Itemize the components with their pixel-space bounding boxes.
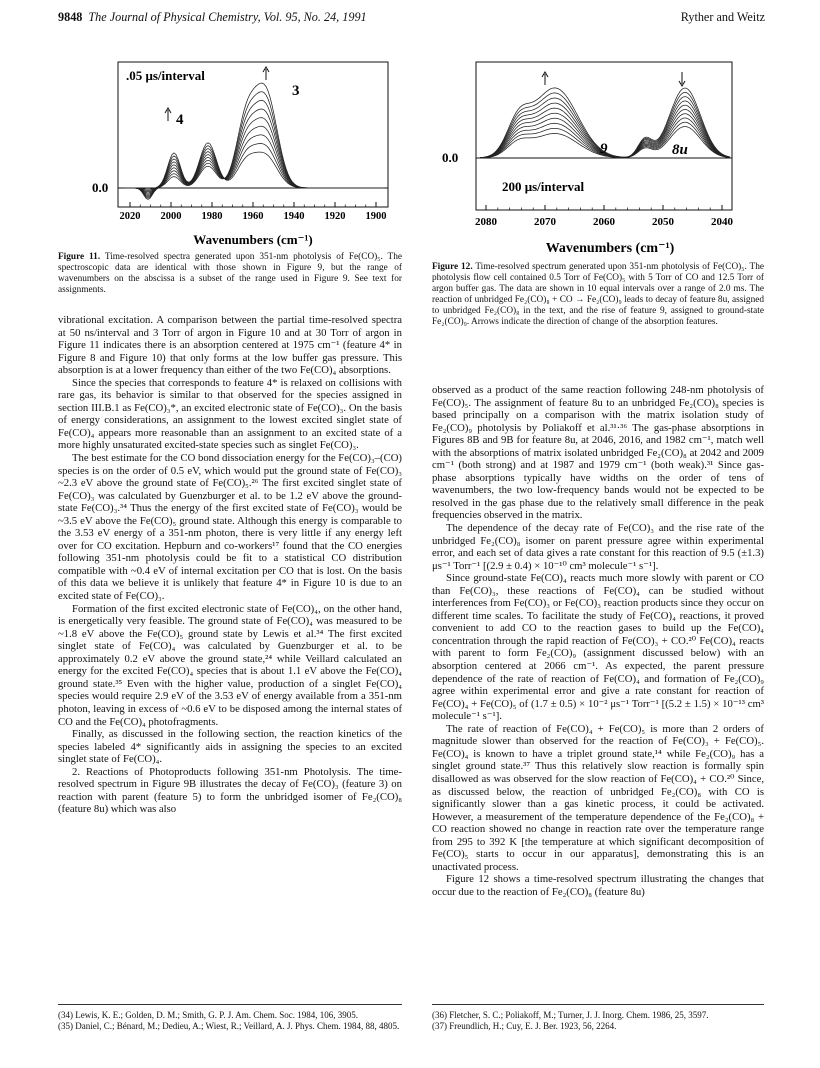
figure-11-x-tick-label: 1900 [365,211,387,222]
figure-12-xlabel: Wavenumbers (cm⁻¹) [545,241,675,256]
references-right [432,1004,764,1032]
figure-11-xlabel: Wavenumbers (cm⁻¹) [193,232,313,247]
figure-11-caption-text: Time-resolved spectra generated upon 351-nm photolysis of Fe(CO)₅. The spectroscopic data are identical with those shown in Figure 9, but the range of wavenumbers on the abscissa is a subset of the range used in Figure 9. See text for assignments. [58,252,402,295]
paragraph: The rate of reaction of Fe(CO)₄ + Fe(CO)₅ is more than 2 orders of magnitude slower than observed for the reaction of Fe(CO)₃ + Fe(CO)₅. Fe(CO)₄ is known to have a triplet ground state,¹⁴ while Fe₂(CO)₉ has a singlet ground state.³⁷ Thus this relatively slow reaction is formally spin disallowed as was observed for the slow reaction of Fe(CO)₄ + CO.²⁰ Since, as discussed below, the reaction of unbridged Fe₂(CO)₈ with CO is significantly slower than a gas kinetic process, it could be activated. However, a measurement of the temperature dependence of the Fe₂(CO)₈ + CO reaction showed no change in reaction rate over the temperature range from 295 to 392 K [the temperature at which significant decomposition of Fe(CO)₅ starts to occur in our apparatus], demonstrating this is an unactivated process. [432,722,764,873]
reference-item: (34) Lewis, K. E.; Golden, D. M.; Smith, G. P. J. Am. Chem. Soc. 1984, 106, 3905. [58,1010,359,1020]
figure-11-caption [58,252,402,296]
figure-12-x-tick-label: 2070 [534,216,556,228]
figure-12-interval-label: 200 μs/interval [502,179,585,194]
paragraph: The dependence of the decay rate of Fe(CO)₃ and the rise rate of the unbridged Fe₂(CO)₈ isomer on parent pressure agree within experimental error, and each set of data gives a rate constant for this reaction of 9.5 (±1.3) μs⁻¹ Torr⁻¹ [(2.9 ± 0.4) × 10⁻¹⁰ cm³ molecule⁻¹ s⁻¹]. [432,522,764,572]
figure-11 [88,58,400,250]
figure-11-caption-title: Figure 11. [58,252,101,262]
figure-11-x-tick-label: 1960 [242,211,264,222]
figure-12-feature-9-label: 9 [600,141,608,157]
figure-12-arrow-down-8u [679,72,685,86]
figure-12-caption-text: Time-resolved spectrum generated upon 351-nm photolysis of Fe(CO)₅. The photolysis flow cell contained 0.5 Torr of Fe(CO)₅ with 5 Torr of CO and 12.5 Torr of argon buffer gas. The data are shown in 10 equal intervals over a range of 2.0 ms. The reaction of unbridged Fe₂(CO)₈ + CO → Fe₂(CO)₉ leads to decay of feature 8u, assigned to unbridged Fe₂(CO)₈ in the text, and the rise of feature 9, assigned to ground-state Fe₂(CO)₉. Arrows indicate the direction of change of the absorption features. [432,262,764,327]
paragraph: Formation of the first excited electronic state of Fe(CO)₄, on the other hand, is energetically very feasible. The ground state of Fe(CO)₄ was measured to be ~1.8 eV above the Fe(CO)₅ ground state by Lewis et al.³⁴ The first excited singlet state of Fe(CO)₄ was calculated by Guenzburger et al. to be approximately 0.2 eV above the ground state,²⁴ while Veillard calculated an energy for the excited Fe(CO)₄ species that is about 1.1 eV above the Fe(CO)₄ ground state.³⁵ Even with the higher value, production of a singlet Fe(CO)₄ species would require 2.9 eV of the 3.53 eV of energy available from a 351-nm photon, leaving in excess of ~0.6 eV to be disposed among the internal states of CO and the Fe(CO)₄ photofragments. [58,602,402,728]
figure-11-arrow-up-3 [263,67,269,80]
reference-item: (35) Daniel, C.; Bénard, M.; Dedieu, A.; Wiest, R.; Veillard, A. J. Phys. Chem. 1984, 88, 4805. [58,1020,400,1031]
footnote-rule [432,1004,764,1005]
left-column-text [58,314,402,816]
figure-12-arrow-up-9 [542,72,548,85]
figure-12 [440,58,770,258]
figure-12-feature-8u-label: 8u [672,142,688,158]
figure-11-feature-3-label: 3 [292,83,300,99]
figure-12-x-tick-label: 2040 [711,216,733,228]
figure-12-x-tick-label: 2080 [475,216,497,228]
figure-11-x-tick-label: 1980 [201,211,223,222]
figure-11-x-tick-label: 1920 [324,211,346,222]
figure-12-x-tick-label: 2050 [652,216,674,228]
figure-11-x-axis [120,202,387,222]
page-number: 9848 [58,10,83,24]
figure-11-frame [118,62,388,207]
figure-11-x-tick-label: 2000 [160,211,182,222]
figure-12-zero-label: 0.0 [442,150,459,165]
figure-11-zero-label: 0.0 [92,180,109,195]
figure-12-x-tick-label: 2060 [593,216,615,228]
paragraph: observed as a product of the same reaction following 248-nm photolysis of Fe(CO)₅. The assignment of feature 8u to an unbridged Fe₂(CO)₈ species is based principally on a comparison with the matrix isolation study of Fe₂(CO)₉ photolysis by Poliakoff et al.³¹·³⁶ The gas-phase absorptions in Figures 8B and 9B for feature 8u, at 2046, 2016, and 1982 cm⁻¹, match well with the absorptions of matrix isolated unbridged Fe₂(CO)₈ at 2042 and 2009 cm⁻¹ (both strong) and at 1987 and 1979 cm⁻¹ (both weak).³¹ Since gas-phase absorptions typically have widths on the order of tens of wavenumbers, the two low-frequency bands would not be expected to be resolved in the gas phase due to the relatively small difference in the peak frequencies observed in the matrix. [432,384,764,522]
section-paragraph: 2. Reactions of Photoproducts following 351-nm Photolysis. The time-resolved spectrum in Figure 9B illustrates the decay of Fe(CO)₃ (feature 3) on reaction with parent (feature 5) to form the unbridged isomer of Fe₂(CO)₈ (feature 8u) which was also [58,765,402,816]
paragraph: Since ground-state Fe(CO)₄ reacts much more slowly with parent or CO than Fe(CO)₃, these reactions of Fe(CO)₄ can be studied without interferences from Fe(CO)₃ or Fe(CO)₃ reaction products since they occur on different time scales. To facilitate the study of Fe(CO)₄ reactions, it proved convenient to add CO to the reaction gases to build up the Fe(CO)₄ concentration through the rapid reaction of Fe(CO)₃ + CO.²⁰ Fe(CO)₄ reacts with parent to form Fe₂(CO)₉ (assignment discussed below) with an absorption centered at 2066 cm⁻¹. As expected, the parent pressure dependence of the rate of reaction of Fe(CO)₄ and formation of Fe₂(CO)₉ agree within experimental error and give a rate constant for reaction of Fe(CO)₄ + Fe(CO)₅ of (1.7 ± 0.5) × 10⁻² μs⁻¹ Torr⁻¹ [(5.2 ± 1.5) × 10⁻¹³ cm³ molecule⁻¹ s⁻¹]. [432,572,764,723]
reference-item: (37) Freundlich, H.; Cuy, E. J. Ber. 1923, 56, 2264. [432,1020,617,1031]
journal-citation: The Journal of Physical Chemistry, Vol. 95, No. 24, 1991 [88,10,367,24]
footnote-rule [58,1004,402,1005]
figure-12-caption-title: Figure 12. [432,262,473,272]
references-left [58,1004,402,1032]
figure-11-interval-label: .05 μs/interval [126,68,205,83]
figure-11-traces [124,83,384,199]
paragraph: Figure 12 shows a time-resolved spectrum illustrating the changes that occur due to the reaction of Fe₂(CO)₈ (feature 8u) [432,873,764,898]
paragraph: Finally, as discussed in the following section, the reaction kinetics of the species labeled 4* significantly aids in assigning the species to an excited singlet state of Fe(CO)₄. [58,728,402,766]
paragraph: vibrational excitation. A comparison between the partial time-resolved spectra at 50 ns/interval and 3 Torr of argon in Figure 10 and at 30 Torr of argon in Figure 11 indicates there is an absorption centered at 1975 cm⁻¹ (feature 4* in Figure 8 and Figure 10) that only forms at the low buffer gas pressure. This absorption is at a lower frequency than either of the two Fe(CO)₄ absorptions. [58,314,402,377]
figure-12-x-axis [475,205,734,228]
running-header [58,10,765,26]
authors: Ryther and Weitz [680,10,765,24]
paragraph: The best estimate for the CO bond dissociation energy for the Fe(CO)₃–(CO) species is on the order of 0.5 eV, which would put the ground state of Fe(CO)₃ ~2.3 eV above the ground state of Fe(CO)₅.²⁶ The first excited singlet state of Fe(CO)₃ was calculated by Guenzburger et al. to be 1.2 eV above the ground-state Fe(CO)₃.³⁴ Thus the energy of the first excited state of Fe(CO)₃ would be ~3.5 eV above the Fe(CO)₅ ground state. Although this energy is comparable to the 3.53 eV energy of a 351-nm photon, there is very little if any energy left over for CO excitation. Hepburn and co-workers¹⁷ found that the CO energies following 351-nm photolysis could be fit to a statistical CO distribution compatible with ~0.4 eV of internal excitation per CO that is lost. On the basis of this data we believe it is unlikely that feature 4* in Figure 10 is due to an excited state of Fe(CO)₃. [58,452,402,603]
figure-11-arrow-up-4 [165,108,171,121]
paragraph: Since the species that corresponds to feature 4* is relaxed on collisions with rare gas, its behavior is similar to that observed for the species assigned in section III.B.1 as Fe(CO)₃*, an excited electronic state of Fe(CO)₃. On the basis of energy considerations, an assignment to the lowest excited singlet state of Fe(CO)₄ appears more reasonable than an assignment to an excited state of a more highly unsaturated excited-state species such as singlet Fe(CO)₃. [58,376,402,452]
figure-11-x-tick-label: 2020 [119,211,141,222]
reference-item: (36) Fletcher, S. C.; Poliakoff, M.; Turner, J. J. Inorg. Chem. 1986, 25, 3597. [432,1010,709,1020]
figure-11-x-tick-label: 1940 [283,211,305,222]
right-column-text [432,384,764,898]
figure-12-caption [432,262,764,328]
figure-11-feature-4-label: 4 [176,112,184,128]
